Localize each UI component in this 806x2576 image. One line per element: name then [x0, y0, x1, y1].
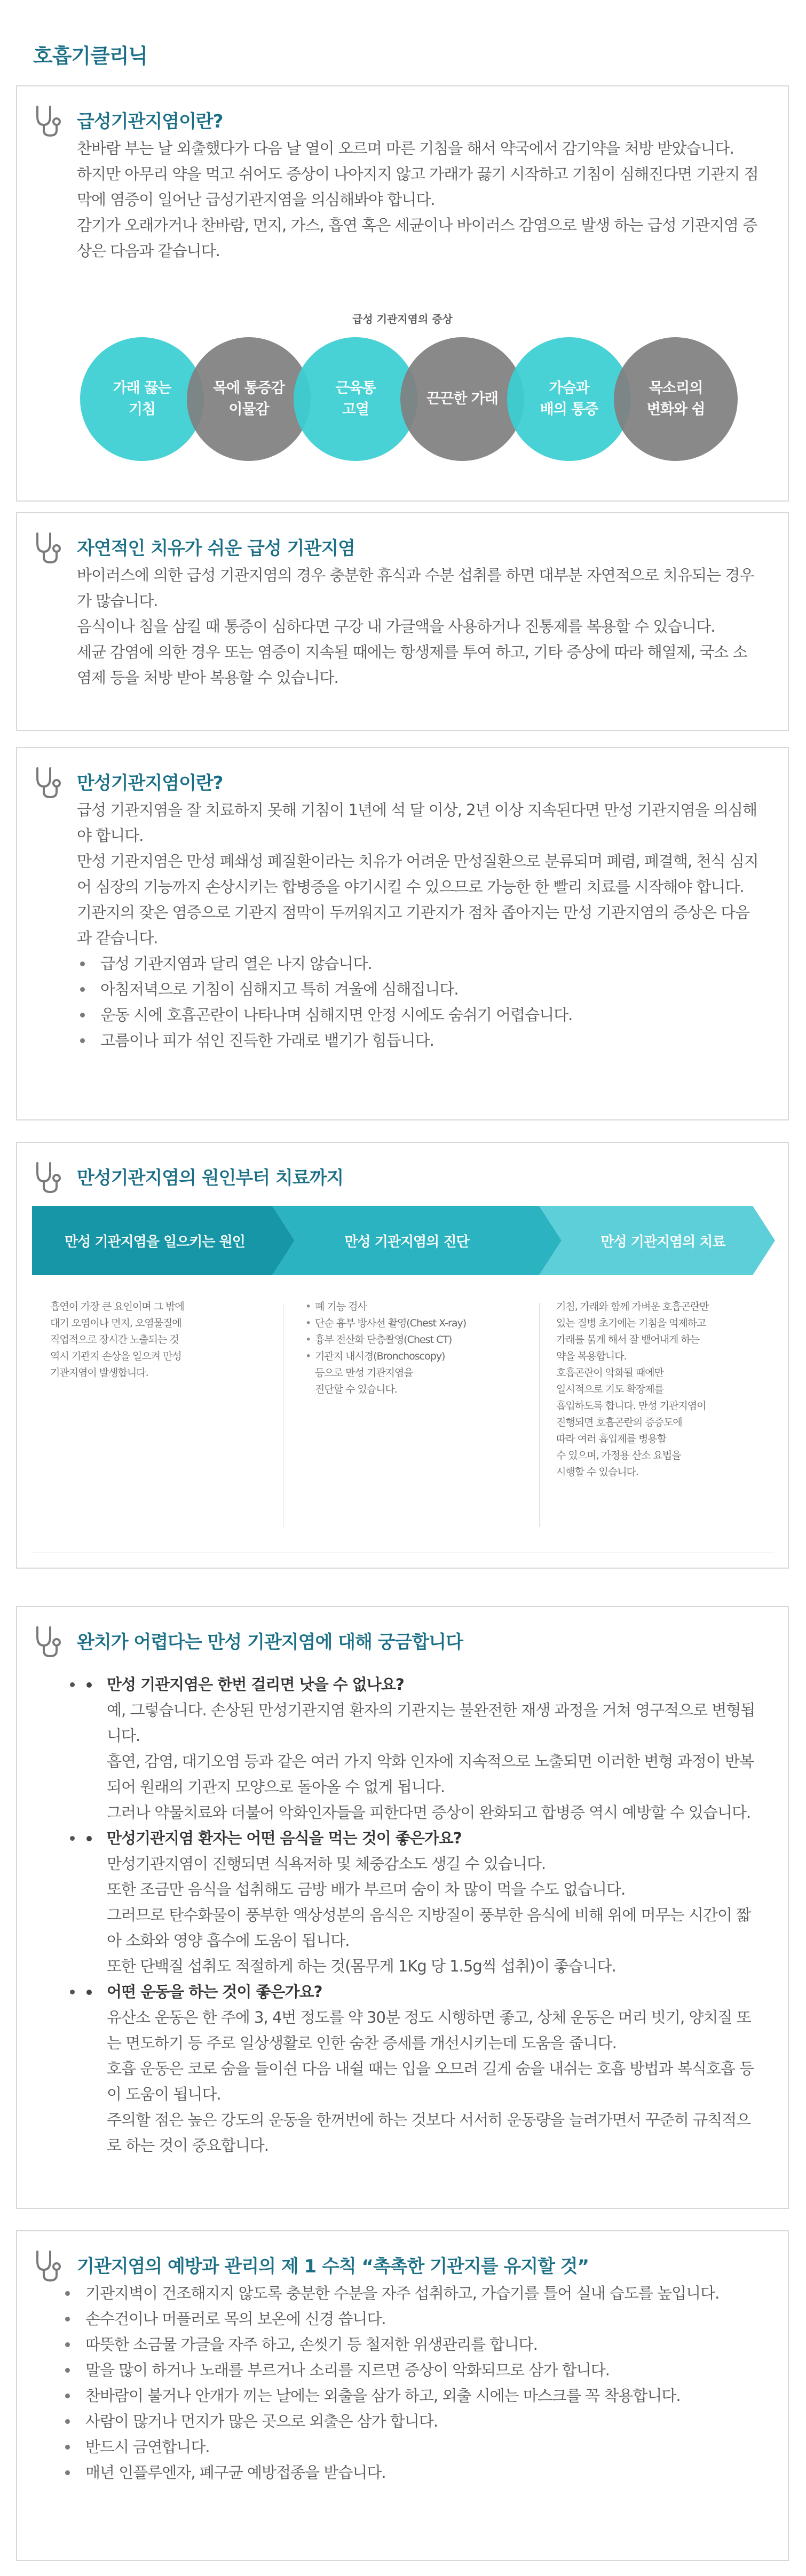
text-line: 직업적으로 장시간 노출되는 것	[50, 1334, 179, 1346]
text-line: 기관지염이 발생합니다.	[50, 1367, 148, 1379]
text-line: 따라 여러 흡입제를 병용할	[556, 1433, 667, 1445]
list-item: • 폐 기능 검사	[305, 1299, 530, 1315]
section-body	[77, 136, 761, 264]
symptom-label: 끈끈한 가래	[426, 391, 498, 407]
symptom-label: 근육통 고열	[335, 380, 376, 418]
text-line: 대기 오염이나 먼지, 오염물질에	[50, 1317, 181, 1329]
faq-answer: 그러므로 탄수화물이 풍부한 액상성분의 음식은 지방질이 풍부한 음식에 비해 위에 머무는 시간이 짧아 소화와 영양 흡수에 도움이 됩니다.	[107, 1906, 751, 1950]
symptoms-caption: 급성 기관지염의 증상	[352, 313, 453, 325]
text-line: 있는 질병 초기에는 기침을 억제하고	[556, 1317, 706, 1329]
paragraph: 기관지의 잦은 염증으로 기관지 점막이 두꺼워지고 기관지가 점차 좁아지는 만성 기관지염의 증상은 다음과 같습니다.	[77, 903, 750, 947]
faq-question: • 어떤 운동을 하는 것이 좋은가요?	[107, 1983, 322, 2001]
flow-label: 만성 기관지염의 치료	[600, 1234, 725, 1250]
prevention-list	[62, 2280, 761, 2485]
section-title: 만성기관지염이란?	[77, 773, 223, 794]
list-item: 손수건이나 머플러로 목의 보온에 신경 씁니다.	[62, 2306, 761, 2332]
list-item: 매년 인플루엔자, 폐구균 예방접종을 받습니다.	[62, 2460, 761, 2485]
text-line: 진행되면 호흡곤란의 증증도에	[556, 1417, 682, 1428]
list-item: 반드시 금연합니다.	[62, 2434, 761, 2460]
faq-answer: 또한 단백질 섭취도 적절하게 하는 것(몸무게 1Kg 당 1.5g씩 섭취)이 좋습니다.	[107, 1957, 616, 1975]
list-item: 아침저녁으로 기침이 심해지고 특히 겨울에 심해집니다.	[77, 976, 761, 1002]
symptom-circle	[80, 337, 204, 461]
section-natural-healing	[16, 512, 789, 731]
list-item: 따뜻한 소금물 가글을 자주 하고, 손씻기 등 철저한 위생관리를 합니다.	[62, 2332, 761, 2357]
list-item: • 흉부 전산화 단층촬영(Chest CT)	[305, 1332, 530, 1348]
section-prevention	[16, 2230, 789, 2561]
symptom-label: 목에 통증감 이물감	[213, 380, 285, 418]
divider	[539, 1303, 540, 1527]
site-title: 호흡기클리닉	[33, 44, 148, 68]
section-chronic-bronchitis	[16, 747, 789, 1120]
list-item: 고름이나 피가 섞인 진득한 가래로 뱉기가 힘듭니다.	[77, 1028, 761, 1053]
section-title: 자연적인 치유가 쉬운 급성 기관지염	[77, 538, 355, 559]
faq-item	[83, 1979, 761, 2158]
faq-answer: 또한 조금만 음식을 섭취해도 금방 배가 부르며 숨이 차 많이 먹을 수도 없습니다.	[107, 1880, 626, 1898]
faq-list	[62, 1672, 761, 2158]
symptom-circle	[614, 337, 738, 461]
stethoscope-icon	[32, 2248, 66, 2283]
stethoscope-icon	[32, 765, 66, 799]
section-title: 급성기관지염이란?	[77, 111, 223, 132]
faq-answer: 호흡 운동은 코로 숨을 들이쉰 다음 내쉴 때는 입을 오므려 길게 숨을 내쉬는 호흡 방법과 복식호흡 등이 도움이 됩니다.	[107, 2060, 754, 2103]
paragraph: 음식이나 침을 삼킬 때 통증이 심하다면 구강 내 가글액을 사용하거나 진통제를 복용할 수 있습니다.	[77, 617, 715, 635]
section-body	[62, 2280, 761, 2485]
paragraph: 세균 감염에 의한 경우 또는 염증이 지속될 때에는 항생제를 투여 하고, 기타 증상에 따라 해열제, 국소 소염제 등을 처방 받아 복용할 수 있습니다.	[77, 643, 747, 687]
paragraph: 만성 기관지염은 만성 폐쇄성 폐질환이라는 치유가 어려운 만성질환으로 분류되며 폐렴, 폐결핵, 천식 심지어 심장의 기능까지 손상시키는 합병증을 야기시킬 수 있으므로 가능한 한 빨리 치료를 시작해야 합니다.	[77, 852, 758, 896]
faq-question: • 만성기관지염 환자는 어떤 음식을 먹는 것이 좋은가요?	[107, 1829, 462, 1847]
text-line: 수 있으며, 가정용 산소 요법을	[556, 1450, 681, 1461]
section-faq	[16, 1606, 789, 2209]
diagnosis-text	[305, 1299, 530, 1398]
list-item: 사람이 많거나 먼지가 많은 곳으로 외출은 삼가 합니다.	[62, 2408, 761, 2434]
symptom-list	[77, 951, 761, 1053]
faq-answer: 유산소 운동은 한 주에 3, 4번 정도를 약 30분 정도 시행하면 좋고, 상체 운동은 머리 빗기, 양치질 또는 면도하기 등 주로 일상생활로 인한 숨찬 증세를 개선시키는데 도움을 줍니다.	[107, 2008, 751, 2052]
text-line: 가래를 묽게 해서 잘 뱉어내게 하는	[556, 1334, 700, 1346]
flow-label: 만성 기관지염의 진단	[344, 1234, 469, 1250]
list-item: 찬바람이 불거나 안개가 끼는 날에는 외출을 삼가 하고, 외출 시에는 마스크를 꼭 착용합니다.	[62, 2383, 761, 2408]
text-line: 약을 복용합니다.	[556, 1350, 627, 1362]
text-line: 일시적으로 기도 확장제를	[556, 1384, 663, 1395]
faq-answer: 흡연, 감염, 대기오염 등과 같은 여러 가지 악화 인자에 지속적으로 노출되면 이러한 변형 과정이 반복되어 원래의 기관지 모양으로 돌아올 수 없게 됩니다.	[107, 1752, 754, 1796]
text-line: 흡연이 가장 큰 요인이며 그 밖에	[50, 1301, 184, 1313]
faq-answer: 주의할 점은 높은 강도의 운동을 한꺼번에 하는 것보다 서서히 운동량을 늘려가면서 꾸준히 규칙적으로 하는 것이 중요합니다.	[107, 2111, 751, 2154]
treatment-text	[556, 1299, 770, 1481]
stethoscope-icon	[32, 104, 66, 138]
faq-item	[83, 1825, 761, 1979]
faq-answer: 만성기관지염이 진행되면 식욕저하 및 체중감소도 생길 수 있습니다.	[107, 1855, 546, 1873]
text-line: 호흡곤란이 악화될 때에만	[556, 1367, 663, 1379]
section-title: 완치가 어렵다는 만성 기관지염에 대해 궁금합니다	[77, 1632, 463, 1653]
symptom-label: 가슴과 배의 통증	[540, 380, 598, 418]
symptom-label: 가래 끓는 기침	[113, 380, 171, 418]
section-body	[77, 562, 761, 690]
list-item: 운동 시에 호흡곤란이 나타나며 심해지면 안정 시에도 숨쉬기 어렵습니다.	[77, 1002, 761, 1028]
faq-item	[83, 1672, 761, 1825]
text-line: 역시 기관지 손상을 일으켜 만성	[50, 1350, 181, 1362]
faq-answer: 예, 그렇습니다. 손상된 만성기관지염 환자의 기관지는 불완전한 재생 과정을 거쳐 영구적으로 변형됩니다.	[107, 1701, 755, 1745]
section-cause-to-treatment	[16, 1142, 789, 1569]
list-item: • 단순 흉부 방사선 촬영(Chest X-ray)	[305, 1315, 530, 1332]
symptom-circle	[400, 337, 524, 461]
text-line: 기침, 가래와 함께 가벼운 호흡곤란만	[556, 1301, 709, 1313]
section-body	[77, 797, 761, 1053]
list-item: 기관지벽이 건조해지지 않도록 충분한 수분을 자주 섭취하고, 가습기를 틀어 실내 습도를 높입니다.	[62, 2280, 761, 2306]
list-item: 급성 기관지염과 달리 열은 나지 않습니다.	[77, 951, 761, 976]
symptom-circle	[507, 337, 631, 461]
paragraph: 급성 기관지염을 잘 치료하지 못해 기침이 1년에 석 달 이상, 2년 이상 지속된다면 만성 기관지염을 의심해야 합니다.	[77, 801, 757, 845]
symptom-circle	[187, 337, 311, 461]
faq-question: • 만성 기관지염은 한번 걸리면 낫을 수 없나요?	[107, 1675, 404, 1694]
stethoscope-icon	[32, 1624, 66, 1658]
stethoscope-icon	[32, 1160, 66, 1194]
paragraph: 하지만 아무리 약을 먹고 쉬어도 증상이 나아지지 않고 가래가 끓기 시작하고 기침이 심해진다면 기관지 점막에 염증이 일어난 급성기관지염을 의심해봐야 합니다.	[77, 165, 758, 209]
stethoscope-icon	[32, 530, 66, 565]
section-title: 만성기관지염의 원인부터 치료까지	[77, 1167, 344, 1189]
flow-label: 만성 기관지염을 일으키는 원인	[65, 1234, 245, 1250]
text-line: 흡입하도록 합니다. 만성 기관지염이	[556, 1400, 706, 1412]
faq-answer: 그러나 약물치료와 더불어 악화인자들을 피한다면 증상이 완화되고 합병증 역시 예방할 수 있습니다.	[107, 1803, 751, 1822]
symptom-label: 목소리의 변화와 쉼	[646, 380, 705, 418]
section-body	[62, 1656, 761, 2174]
cause-text	[50, 1299, 274, 1381]
section-title: 기관지염의 예방과 관리의 제 1 수칙 “촉촉한 기관지를 유지할 것”	[77, 2256, 589, 2277]
paragraph: 바이러스에 의한 급성 기관지염의 경우 충분한 휴식과 수분 섭취를 하면 대부분 자연적으로 치유되는 경우가 많습니다.	[77, 566, 754, 610]
paragraph: 찬바람 부는 날 외출했다가 다음 날 열이 오르며 마른 기침을 해서 약국에서 감기약을 처방 받았습니다.	[77, 139, 734, 157]
symptom-circle	[294, 337, 417, 461]
list-item: • 기관지 내시경(Bronchoscopy) 등으로 만성 기관지염을 진단할 수 있습니다.	[305, 1348, 530, 1398]
section-acute-bronchitis	[16, 85, 789, 502]
text-line: 시행할 수 있습니다.	[556, 1466, 638, 1478]
paragraph: 감기가 오래가거나 찬바람, 먼지, 가스, 흡연 혹은 세균이나 바이러스 감염으로 발생 하는 급성 기관지염 증상은 다음과 같습니다.	[77, 216, 757, 260]
list-item: 말을 많이 하거나 노래를 부르거나 소리를 지르면 증상이 악화되므로 삼가 합니다.	[62, 2357, 761, 2383]
